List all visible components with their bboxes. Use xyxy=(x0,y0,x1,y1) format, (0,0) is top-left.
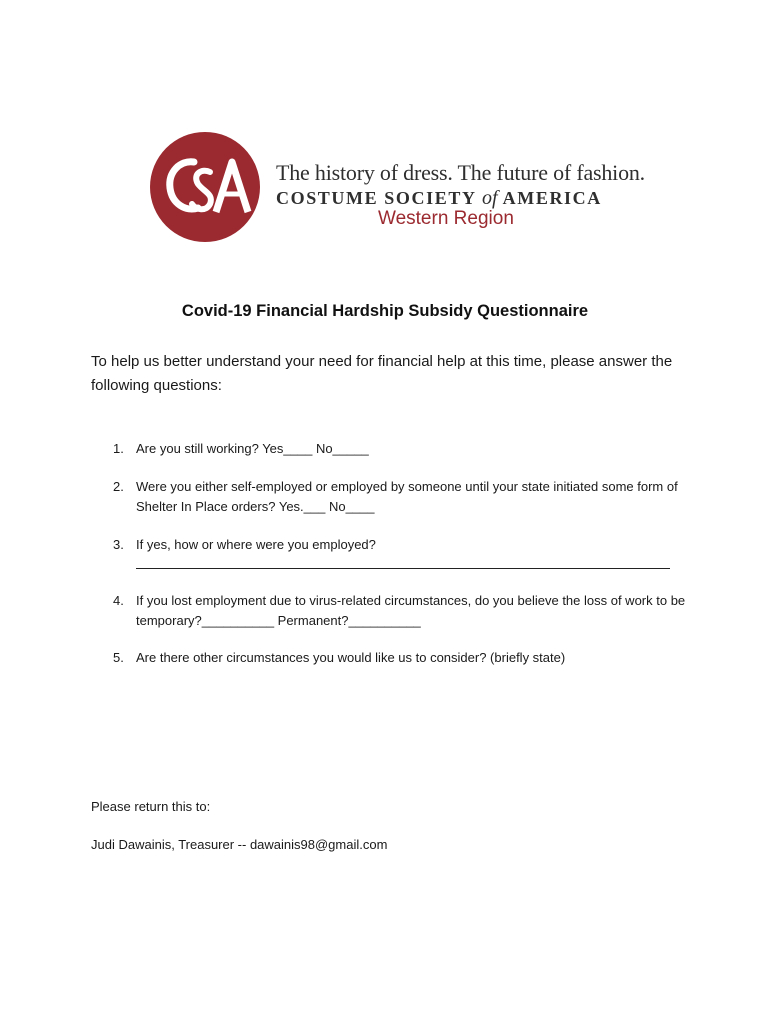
question-number: 2. xyxy=(113,479,124,494)
org-name-part2: AMERICA xyxy=(497,188,602,208)
question-number: 3. xyxy=(113,537,124,552)
csa-logo xyxy=(150,132,645,244)
org-name-part1: COSTUME SOCIETY xyxy=(276,188,482,208)
return-label: Please return this to: xyxy=(91,799,211,814)
question-text: If yes, how or where were you employed? xyxy=(136,537,376,552)
question-number: 4. xyxy=(113,593,124,608)
logo-org-name xyxy=(276,187,602,210)
question-number: 1. xyxy=(113,441,124,456)
page-title: Covid-19 Financial Hardship Subsidy Questionnaire xyxy=(181,302,589,320)
logo-tagline: The history of dress. The future of fashion. xyxy=(276,160,645,185)
question-number: 5. xyxy=(113,650,124,665)
return-contact: Judi Dawainis, Treasurer -- dawainis98@gmail.com xyxy=(91,837,388,852)
answer-line xyxy=(136,568,670,569)
question-text: Are there other circumstances you would like us to consider? (briefly state) xyxy=(136,650,566,665)
question-text: Are you still working? Yes____ No_____ xyxy=(136,441,369,456)
intro-paragraph: To help us better understand your need for financial help at this time, please answer the following questions: xyxy=(91,353,673,394)
question-text: Were you either self-employed or employed by someone until your state initiated some form of Shelter In Place orders? Yes.___ No____ xyxy=(136,479,678,514)
csa-logo-mark xyxy=(150,132,260,242)
logo-region: Western Region xyxy=(378,208,514,229)
org-name-of: of xyxy=(481,187,498,209)
question-text: If you lost employment due to virus-related circumstances, do you believe the loss of work to be temporary?__________ Permanent?__________ xyxy=(136,593,686,628)
